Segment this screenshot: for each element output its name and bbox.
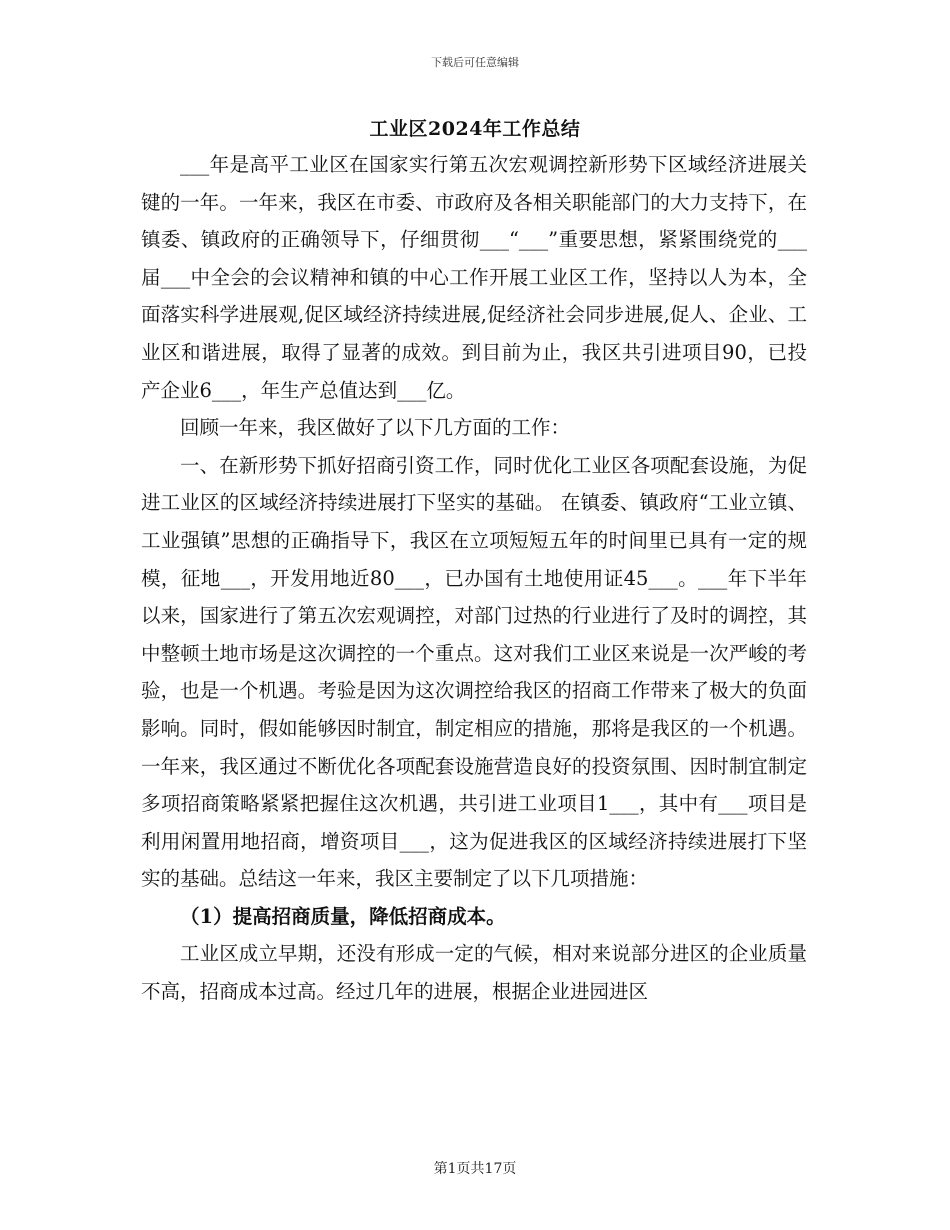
paragraph-review: 回顾一年来，我区做好了以下几方面的工作： xyxy=(180,416,571,440)
document-body xyxy=(141,146,807,1011)
paragraph-measure-one-body: 工业区成立早期，还没有形成一定的气候，相对来说部分进区的企业质量不高，招商成本过高。经过几年的进展，根据企业进园进区 xyxy=(141,942,807,1004)
paragraph-intro: ___年是高平工业区在国家实行第五次宏观调控新形势下区域经济进展关键的一年。一年来，我区在市委、市政府及各相关职能部门的大力支持下，在镇委、镇政府的正确领导下，仔细贯彻___“___”重要思想，紧紧围绕党的___届___中全会的会议精神和镇的中心工作开展工业区工作，坚持以人为本，全面落实科学进展观,促区域经济持续进展,促经济社会同步进展,促人、企业、工业区和谐进展，取得了显著的成效。到目前为止，我区共引进项目90，已投产企业6___，年生产总值达到___亿。 xyxy=(141,153,807,402)
page-header-note: 下载后可任意编辑 xyxy=(431,56,519,69)
page-footer-number: 第1页共17页 xyxy=(433,1161,517,1177)
paragraph-section-one: 一、在新形势下抓好招商引资工作，同时优化工业区各项配套设施，为促进工业区的区域经济持续进展打下坚实的基础。 在镇委、镇政府“工业立镇、工业强镇”思想的正确指导下，我区在立项短短五年的时间里已具有一定的规模，征地___，开发用地近80___，已办国有土地使用证45___。___年下半年以来，国家进行了第五次宏观调控，对部门过热的行业进行了及时的调控，其中整顿土地市场是这次调控的一个重点。这对我们工业区来说是一次严峻的考验，也是一个机遇。考验是因为这次调控给我区的招商工作带来了极大的负面影响。同时，假如能够因时制宜，制定相应的措施，那将是我区的一个机遇。一年来，我区通过不断优化各项配套设施营造良好的投资氛围、因时制宜制定多项招商策略紧紧把握住这次机遇，共引进工业项目1___，其中有___项目是利用闲置用地招商，增资项目___，这为促进我区的区域经济持续进展打下坚实的基础。总结这一年来，我区主要制定了以下几项措施： xyxy=(141,453,807,891)
subheading-measure-one: （1）提高招商质量，降低招商成本。 xyxy=(180,904,506,928)
document-title: 工业区2024年工作总结 xyxy=(369,118,581,140)
